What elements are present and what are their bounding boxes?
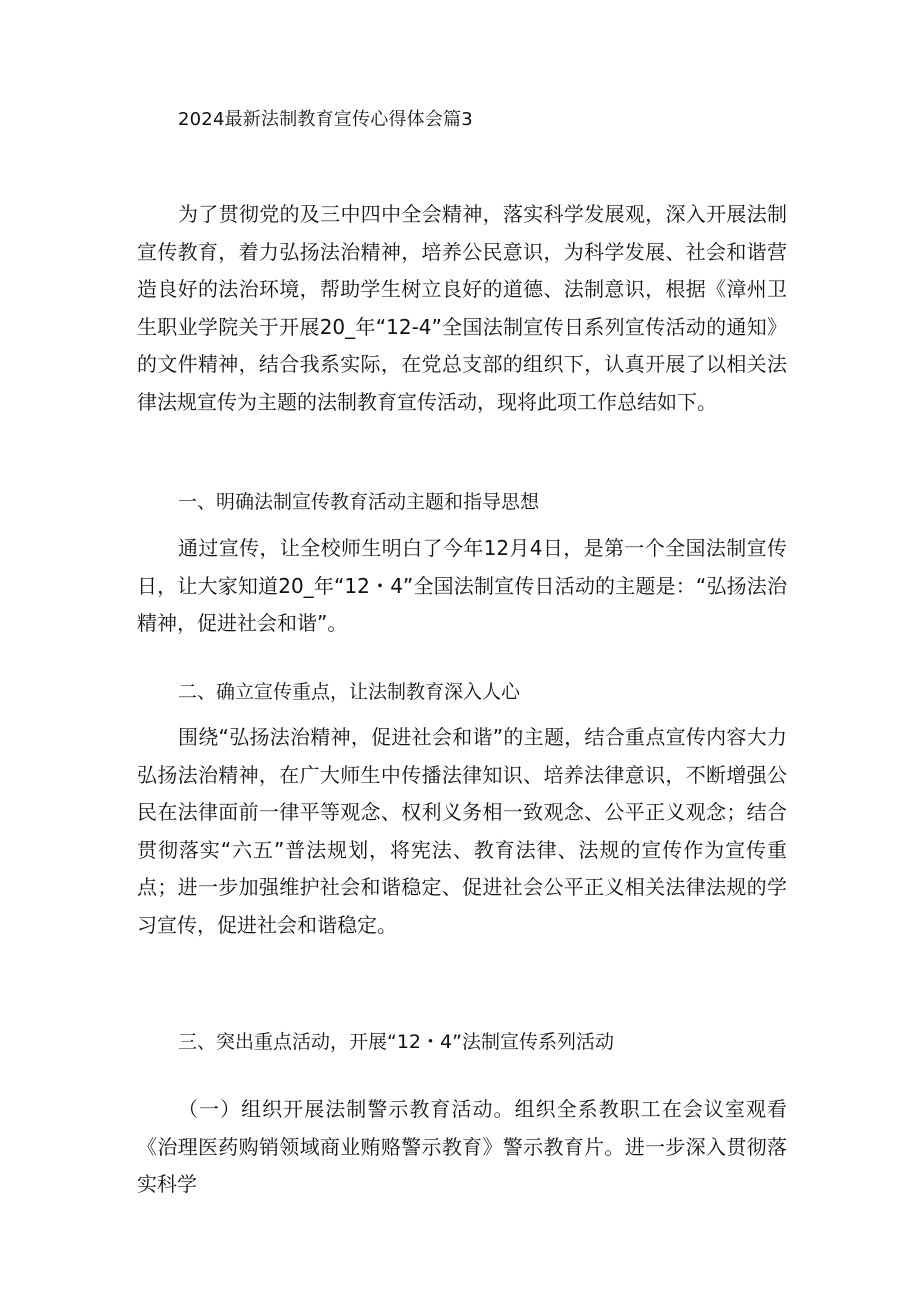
section-3-heading: 三、突出重点活动，开展“12・4”法制宣传系列活动 (178, 1031, 614, 1053)
section-3-subsection-1: （一）组织开展法制警示教育活动。组织全系教职工在会议室观看《治理医药购销领域商业贿赂警示教育》警示教育片。进一步深入贯彻落实科学 (137, 1097, 787, 1196)
document-title: 2024最新法制教育宣传心得体会篇3 (178, 109, 473, 130)
section-1-paragraph: 通过宣传，让全校师生明白了今年12月4日，是第一个全国法制宣传日，让大家知道20_年“12・4”全国法制宣传日活动的主题是：“弘扬法治精神，促进社会和谐”。 (137, 536, 787, 635)
section-1-heading: 一、明确法制宣传教育活动主题和指导思想 (178, 491, 540, 513)
section-2-paragraph: 围绕“弘扬法治精神，促进社会和谐”的主题，结合重点宣传内容大力弘扬法治精神，在广大师生中传播法律知识、培养法律意识，不断增强公民在法律面前一律平等观念、权利义务相一致观念、公平正义观念；结合贯彻落实“六五”普法规划，将宪法、教育法律、法规的宣传作为宣传重点；进一步加强维护社会和谐稳定、促进社会公平正义相关法律法规的学习宣传，促进社会和谐稳定。 (137, 725, 787, 937)
intro-paragraph: 为了贯彻党的及三中四中全会精神，落实科学发展观，深入开展法制宣传教育，着力弘扬法治精神，培养公民意识，为科学发展、社会和谐营造良好的法治环境，帮助学生树立良好的道德、法制意识，根据《漳州卫生职业学院关于开展20_年“12-4”全国法制宣传日系列宣传活动的通知》的文件精神，结合我系实际，在党总支部的组织下，认真开展了以相关法律法规宣传为主题的法制教育宣传活动，现将此项工作总结如下。 (137, 202, 787, 414)
section-2-heading: 二、确立宣传重点，让法制教育深入人心 (178, 681, 521, 703)
